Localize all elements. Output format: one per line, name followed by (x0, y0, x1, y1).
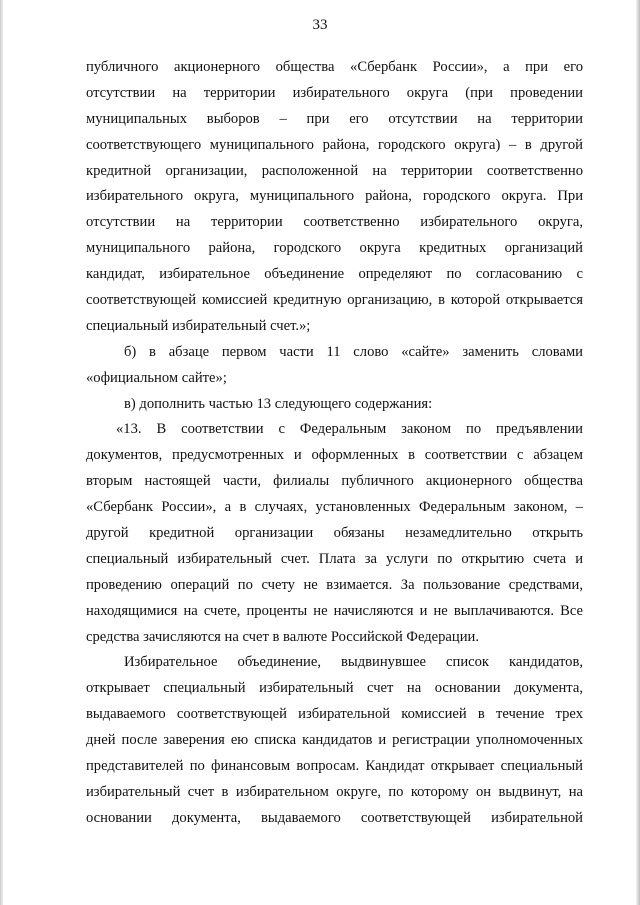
text-line: избирательный счет в избирательном округе, по которому он выдвинут, на (86, 783, 583, 800)
text-line: отсутствии на территории соответственно избирательного округа, (86, 214, 583, 231)
text-line: вторым настоящей части, филиалы публичного акционерного общества (86, 473, 583, 490)
text-line: основании документа, выдаваемого соответствующей избирательной (86, 809, 583, 826)
text-line: проведению операций по счету не взимается. За пользование средствами, (86, 576, 583, 593)
text-line: специальный избирательный счет.»; (86, 317, 311, 334)
text-line: Избирательное объединение, выдвинувшее список кандидатов, (124, 654, 583, 671)
page-number: 33 (312, 17, 328, 33)
text-line: средства зачисляются на счет в валюте Российской Федерации. (86, 628, 479, 645)
text-line: отсутствии на территории избирательного округа (при проведении (86, 84, 583, 101)
text-line: соответствующей комиссией кредитную организацию, в которой открывается (86, 292, 583, 309)
text-line: кредитной организации, расположенной на территории соответственно (86, 162, 583, 179)
text-line: открывает специальный избирательный счет на основании документа, (86, 680, 583, 697)
text-line: находящимися на счете, проценты не начисляются и не выплачиваются. Все (86, 602, 583, 619)
text-line: в) дополнить частью 13 следующего содержания: (124, 395, 433, 412)
text-line: документов, предусмотренных и оформленных в соответствии с абзацем (86, 447, 583, 464)
text-line: кандидат, избирательное объединение определяют по согласованию с (86, 266, 583, 283)
document-body (86, 55, 583, 832)
text-line: б) в абзаце первом части 11 слово «сайте» заменить словами (124, 343, 583, 360)
scan-edge-right (636, 0, 640, 905)
text-line: муниципального района, городского округа кредитных организаций (86, 240, 583, 257)
text-line: представителей по финансовым вопросам. Кандидат открывает специальный (86, 758, 583, 775)
text-line: «официальном сайте»; (86, 369, 227, 386)
scan-edge-left (0, 0, 3, 905)
text-line: публичного акционерного общества «Сбербанк России», а при его (86, 59, 583, 75)
text-line: выдаваемого соответствующей избирательной комиссией в течение трех (86, 706, 583, 723)
text-line: дней после заверения ею списка кандидатов и регистрации уполномоченных (86, 732, 583, 749)
text-line: «13. В соответствии с Федеральным законом по предъявлении (116, 421, 583, 438)
text-line: специальный избирательный счет. Плата за услуги по открытию счета и (86, 550, 583, 567)
text-line: другой кредитной организации обязаны незамедлительно открыть (86, 525, 583, 542)
text-line: соответствующего муниципального района, городского округа) – в другой (86, 136, 583, 153)
text-line: муниципальных выборов – при его отсутствии на территории (86, 110, 583, 127)
text-line: «Сбербанк России», а в случаях, установленных Федеральным законом, – (86, 499, 583, 516)
text-line: избирательного округа, муниципального района, городского округа. При (86, 188, 583, 205)
